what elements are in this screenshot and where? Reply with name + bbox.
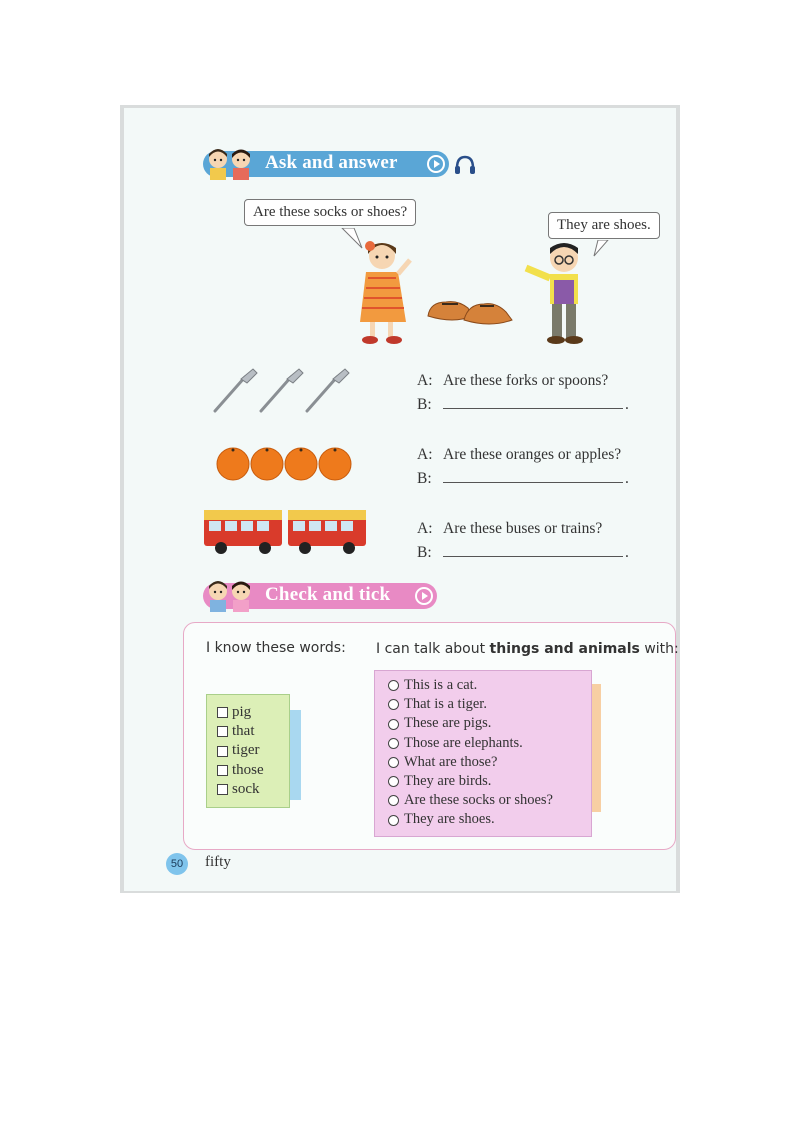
answer-blank[interactable]: [443, 542, 623, 557]
phrase-item[interactable]: [388, 714, 553, 733]
b-label: B:: [417, 396, 432, 413]
play-icon[interactable]: [415, 587, 433, 605]
qa-item-buses: [417, 520, 629, 564]
question-text: Are these buses or trains?: [443, 520, 603, 537]
word-item[interactable]: [217, 741, 264, 760]
checkbox-icon[interactable]: [217, 765, 228, 776]
answer-period: .: [625, 396, 629, 413]
phrase-text: This is a cat.: [404, 677, 478, 693]
radio-circle-icon[interactable]: [388, 776, 399, 787]
play-icon[interactable]: [427, 155, 445, 173]
word-item[interactable]: [217, 780, 264, 799]
question-text: Are these oranges or apples?: [443, 446, 622, 463]
radio-circle-icon[interactable]: [388, 757, 399, 768]
b-label: B:: [417, 470, 432, 487]
word-item[interactable]: [217, 761, 264, 780]
radio-circle-icon[interactable]: [388, 680, 399, 691]
word-item[interactable]: [217, 722, 264, 741]
boy-bubble-tail-icon: [592, 240, 616, 260]
answer-period: .: [625, 470, 629, 487]
girl-speech-bubble: Are these socks or shoes?: [244, 199, 416, 226]
a-label: A:: [417, 372, 433, 389]
qa-item-forks: [417, 372, 629, 416]
oranges-picture-icon: [216, 446, 366, 482]
checkbox-icon[interactable]: [217, 746, 228, 757]
answer-blank[interactable]: [443, 468, 623, 483]
forks-picture-icon: [211, 367, 371, 417]
children-icon: [201, 146, 261, 180]
word-text: that: [232, 723, 255, 740]
phrase-item[interactable]: [388, 676, 553, 695]
radio-circle-icon[interactable]: [388, 699, 399, 710]
answer-blank[interactable]: [443, 394, 623, 409]
section-title-ask-and-answer: Ask and answer: [265, 152, 398, 173]
phrase-item[interactable]: [388, 695, 553, 714]
right-heading-bold: things and animals: [489, 641, 640, 657]
phrase-text: That is a tiger.: [404, 696, 487, 713]
buses-picture-icon: [203, 508, 367, 556]
right-heading: [376, 641, 679, 657]
page-number: 50: [170, 858, 184, 870]
right-heading-post: with:: [644, 641, 679, 657]
right-heading-pre: I can talk about: [376, 641, 486, 657]
section-title-check-and-tick: Check and tick: [265, 584, 391, 605]
phrase-text: These are pigs.: [404, 715, 492, 732]
phrase-item[interactable]: [388, 810, 553, 829]
left-heading: I know these words:: [206, 640, 346, 656]
phrase-text: They are shoes.: [404, 811, 495, 828]
word-item[interactable]: [217, 703, 264, 722]
page-number-badge: [166, 853, 188, 875]
a-label: A:: [417, 446, 433, 463]
radio-circle-icon[interactable]: [388, 719, 399, 730]
shoes-illustration-icon: [424, 290, 516, 330]
word-checklist: [217, 703, 264, 799]
phrase-item[interactable]: [388, 753, 553, 772]
phrase-checklist: [388, 676, 553, 830]
phrase-item[interactable]: [388, 734, 553, 753]
page-word: fifty: [205, 854, 231, 870]
b-label: B:: [417, 544, 432, 561]
radio-circle-icon[interactable]: [388, 738, 399, 749]
phrase-item[interactable]: [388, 772, 553, 791]
checkbox-icon[interactable]: [217, 726, 228, 737]
answer-period: .: [625, 544, 629, 561]
word-text: tiger: [232, 742, 260, 759]
qa-item-oranges: [417, 446, 629, 490]
ask-and-answer-header: [203, 151, 449, 177]
boy-illustration-icon: [522, 240, 592, 350]
phrase-text: Those are elephants.: [404, 734, 523, 751]
phrase-item[interactable]: [388, 791, 553, 810]
checkbox-icon[interactable]: [217, 784, 228, 795]
checkbox-icon[interactable]: [217, 707, 228, 718]
check-and-tick-header: [203, 583, 437, 609]
children-icon: [201, 578, 261, 612]
phrase-text: Are these socks or shoes?: [404, 792, 553, 809]
radio-circle-icon[interactable]: [388, 815, 399, 826]
radio-circle-icon[interactable]: [388, 795, 399, 806]
word-text: pig: [232, 704, 252, 720]
word-text: sock: [232, 780, 260, 797]
boy-speech-bubble: They are shoes.: [548, 212, 660, 239]
question-text: Are these forks or spoons?: [443, 372, 609, 389]
a-label: A:: [417, 520, 433, 537]
girl-illustration-icon: [354, 238, 414, 346]
phrase-text: What are those?: [404, 753, 498, 770]
headphones-icon[interactable]: [454, 154, 476, 176]
phrase-text: They are birds.: [404, 773, 492, 790]
word-text: those: [232, 761, 264, 778]
